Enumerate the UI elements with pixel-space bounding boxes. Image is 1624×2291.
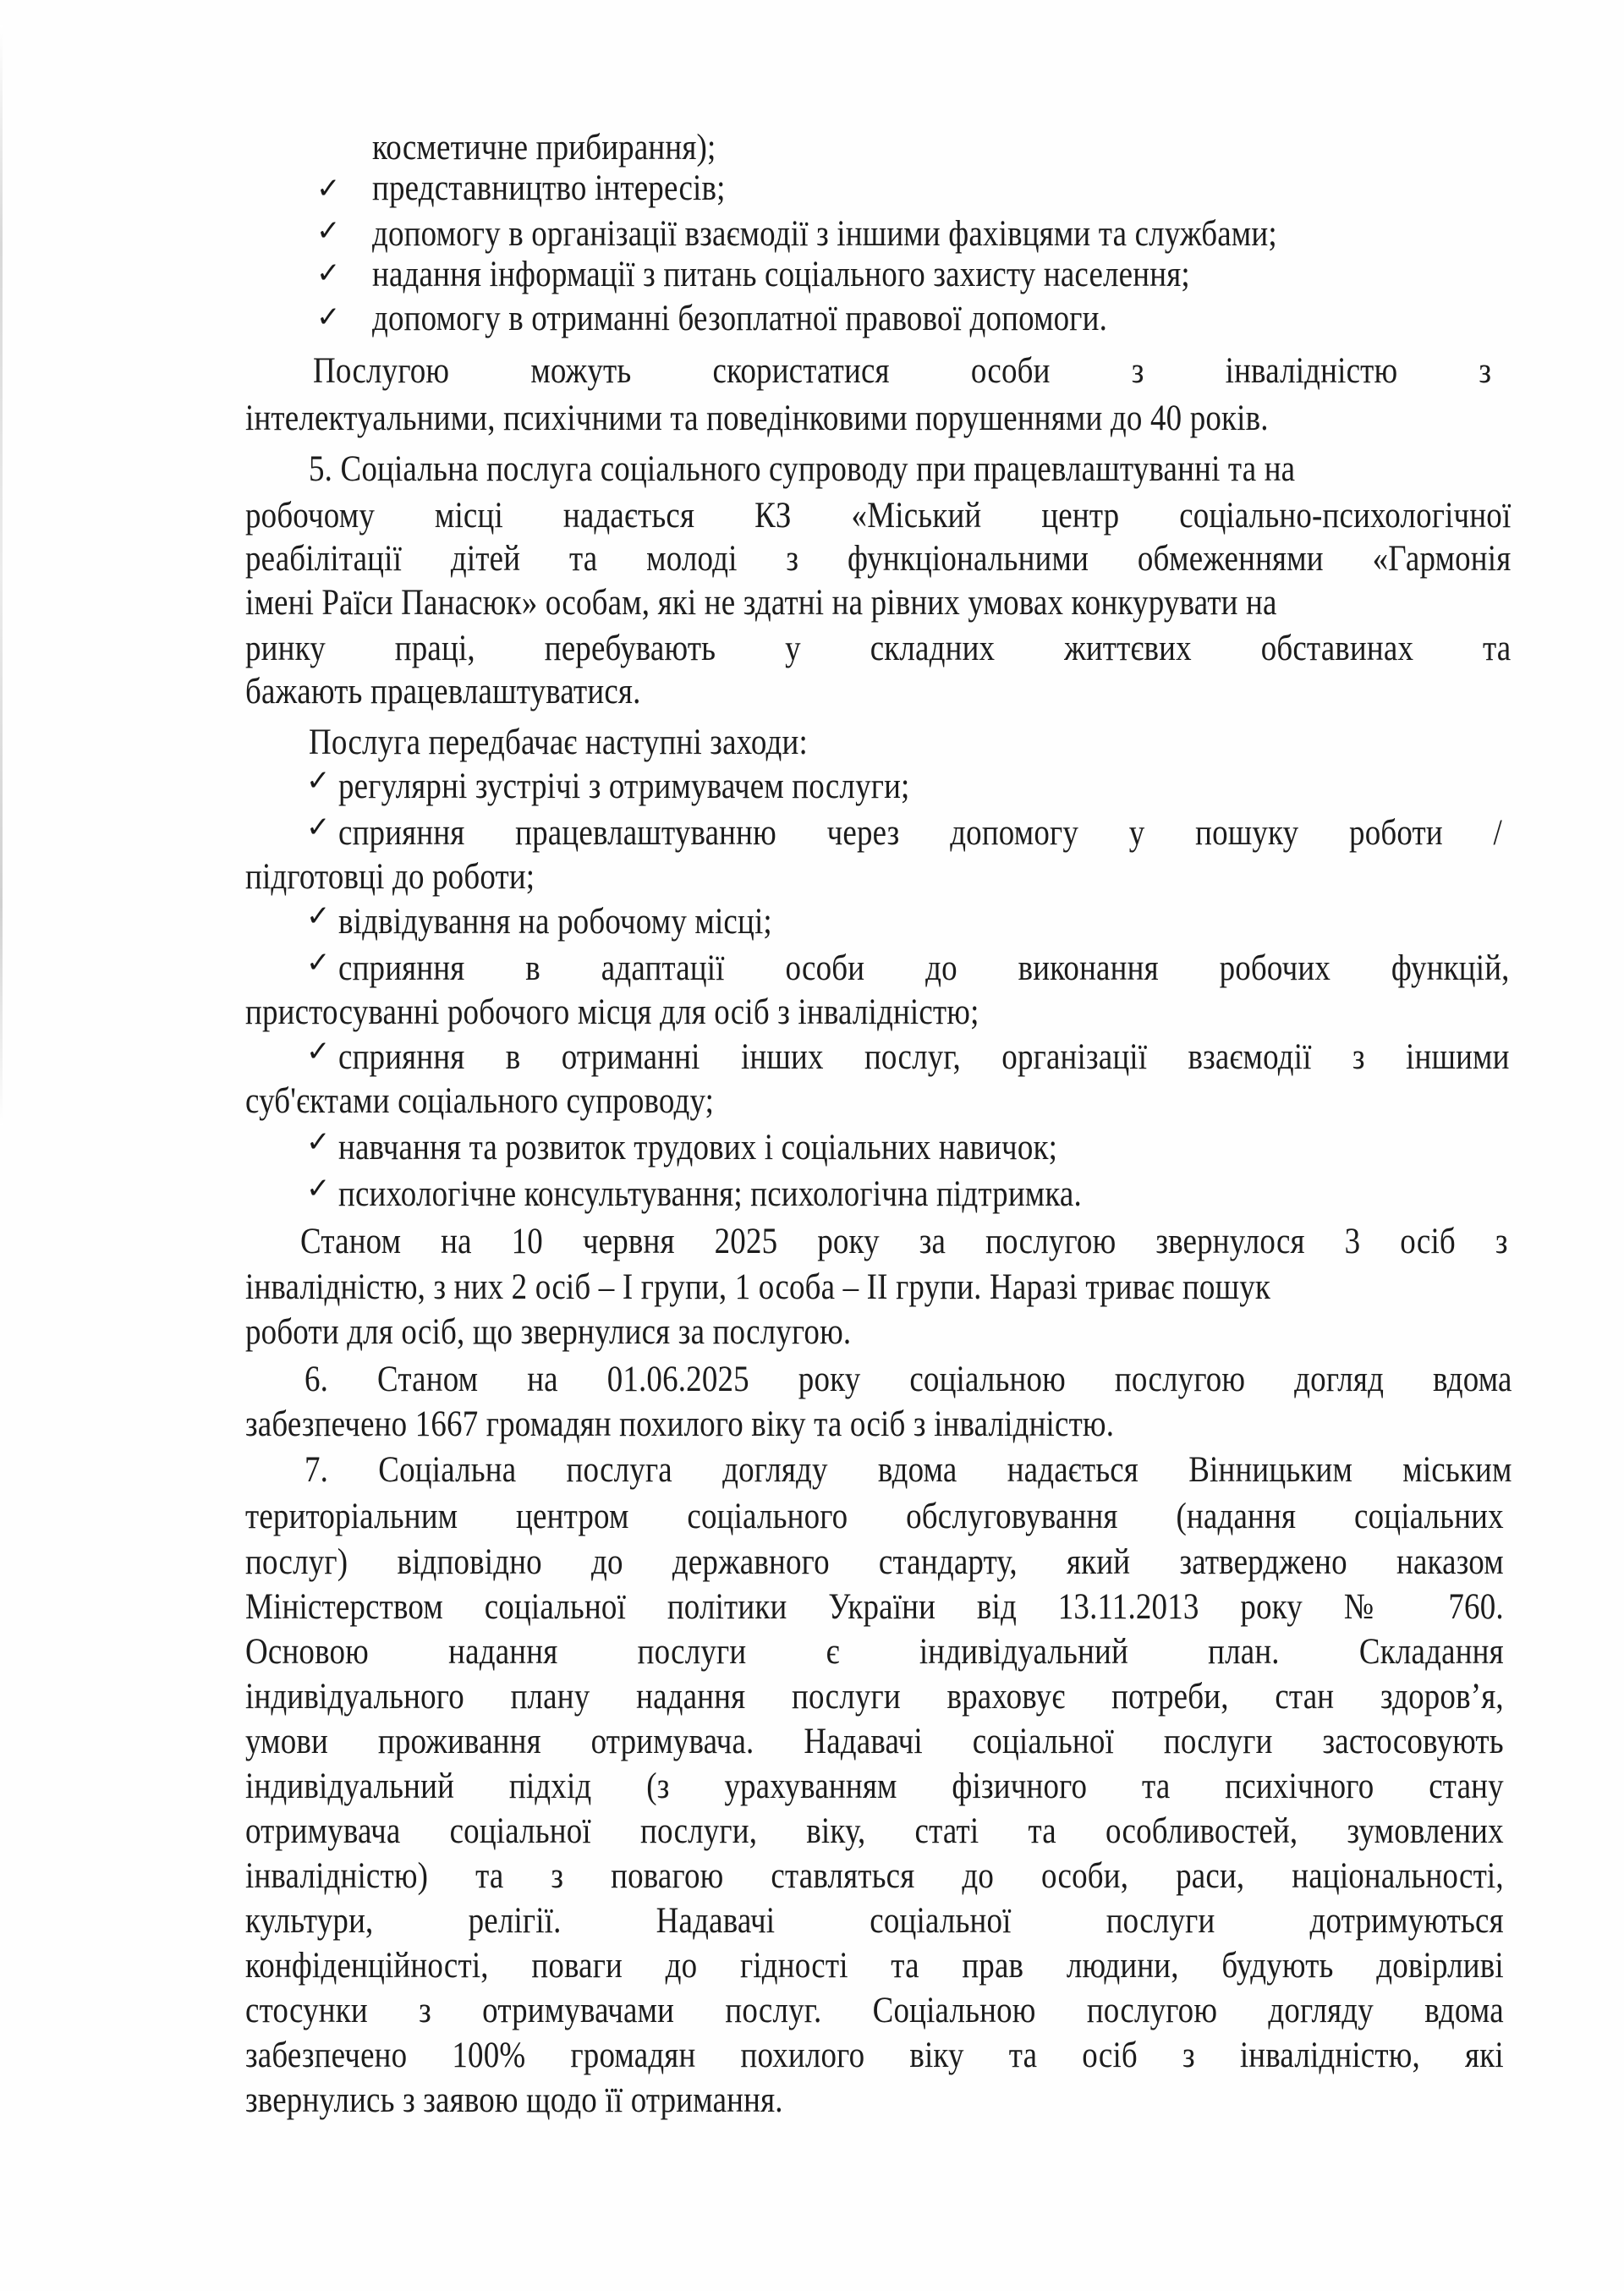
- text-line: косметичне прибирання);: [372, 128, 716, 168]
- checkmark-icon: ✓: [306, 764, 331, 798]
- text-line: культури, релігії. Надавачі соціальної послуги дотримуються: [245, 1901, 1504, 1941]
- list-item-continued: підготовці до роботи;: [245, 857, 535, 897]
- text-line: Послугою можуть скористатися особи з інвалідністю з: [313, 351, 1492, 391]
- scan-edge-artifact: [0, 25, 3, 1125]
- checkmark-icon: ✓: [306, 1035, 331, 1069]
- text-line: територіальним центром соціального обслуговування (надання соціальних: [245, 1497, 1504, 1536]
- text-line: індивідуального плану надання послуги враховує потреби, стан здоров’я,: [245, 1677, 1504, 1717]
- text-line: Основою надання послуги є індивідуальний план. Складання: [245, 1632, 1504, 1672]
- section-6-line: 6. Станом на 01.06.2025 року соціальною послугою догляд вдома: [304, 1360, 1512, 1399]
- text-line: інвалідністю, з них 2 осіб – І групи, 1 особа – ІІ групи. Наразі триває пошук: [245, 1267, 1271, 1307]
- text-line: отримувача соціальної послуги, віку, статі та особливостей, зумовлених: [245, 1811, 1504, 1851]
- list-item-continued: суб'єктами соціального супроводу;: [245, 1081, 715, 1121]
- checkmark-icon: ✓: [316, 172, 341, 206]
- text-line: імені Раїси Панасюк» особам, які не здатні на рівних умовах конкурувати на: [245, 583, 1277, 623]
- list-item: психологічне консультування; психологічна підтримка.: [338, 1174, 1082, 1214]
- list-item-continued: пристосуванні робочого місця для осіб з інвалідністю;: [245, 992, 979, 1032]
- text-line: роботи для осіб, що звернулися за послугою.: [245, 1312, 852, 1352]
- text-line: умови проживання отримувача. Надавачі соціальної послуги застосовують: [245, 1722, 1504, 1761]
- text-line: Міністерством соціальної політики України від 13.11.2013 року № 760.: [245, 1587, 1504, 1627]
- text-line: забезпечено 100% громадян похилого віку та осіб з інвалідністю, які: [245, 2036, 1504, 2075]
- text-line: забезпечено 1667 громадян похилого віку та осіб з інвалідністю.: [245, 1404, 1115, 1444]
- checkmark-icon: ✓: [306, 1125, 331, 1159]
- list-item: сприяння в отриманні інших послуг, організації взаємодії з іншими: [338, 1037, 1510, 1077]
- checkmark-icon: ✓: [306, 946, 331, 980]
- text-line: Послуга передбачає наступні заходи:: [309, 722, 808, 762]
- text-line: стосунки з отримувачами послуг. Соціальною послугою догляду вдома: [245, 1991, 1504, 2030]
- list-item: регулярні зустрічі з отримувачем послуги;: [338, 766, 910, 806]
- list-item: сприяння працевлаштуванню через допомогу у пошуку роботи /: [338, 813, 1502, 853]
- text-line: робочому місці надається КЗ «Міський центр соціально-психологічної: [245, 496, 1512, 536]
- list-item: допомогу в організації взаємодії з іншими фахівцями та службами;: [372, 214, 1277, 254]
- list-item: відвідування на робочому місці;: [338, 902, 772, 942]
- list-item: навчання та розвиток трудових і соціальних навичок;: [338, 1128, 1058, 1167]
- list-item: сприяння в адаптації особи до виконання робочих функцій,: [338, 948, 1510, 988]
- checkmark-icon: ✓: [306, 1172, 331, 1206]
- section-5-heading-line: 5. Соціальна послуга соціального супроводу при працевлаштуванні та на: [309, 449, 1296, 489]
- list-item: допомогу в отриманні безоплатної правової допомоги.: [372, 299, 1108, 338]
- checkmark-icon: ✓: [316, 300, 341, 334]
- text-line: інтелектуальними, психічними та поведінковими порушеннями до 40 років.: [245, 398, 1269, 438]
- text-line: індивідуальний підхід (з урахуванням фізичного та психічного стану: [245, 1766, 1504, 1806]
- checkmark-icon: ✓: [306, 899, 331, 933]
- checkmark-icon: ✓: [316, 256, 341, 290]
- list-item: представництво інтересів;: [372, 168, 726, 208]
- text-line: послуг) відповідно до державного стандарту, який затверджено наказом: [245, 1542, 1504, 1582]
- text-line: Станом на 10 червня 2025 року за послугою звернулося 3 осіб з: [300, 1222, 1508, 1261]
- checkmark-icon: ✓: [316, 214, 341, 248]
- text-line: інвалідністю) та з повагою ставляться до особи, раси, національності,: [245, 1856, 1504, 1896]
- text-line: конфіденційності, поваги до гідності та прав людини, будують довірливі: [245, 1946, 1504, 1986]
- text-line: ринку праці, перебувають у складних життєвих обставинах та: [245, 629, 1512, 668]
- list-item: надання інформації з питань соціального захисту населення;: [372, 255, 1190, 294]
- section-7-line: 7. Соціальна послуга догляду вдома надається Вінницьким міським: [304, 1450, 1512, 1490]
- checkmark-icon: ✓: [306, 810, 331, 844]
- text-line: реабілітації дітей та молоді з функціональними обмеженнями «Гармонія: [245, 539, 1512, 579]
- text-line: звернулись з заявою щодо її отримання.: [245, 2080, 783, 2120]
- text-line: бажають працевлаштуватися.: [245, 672, 641, 711]
